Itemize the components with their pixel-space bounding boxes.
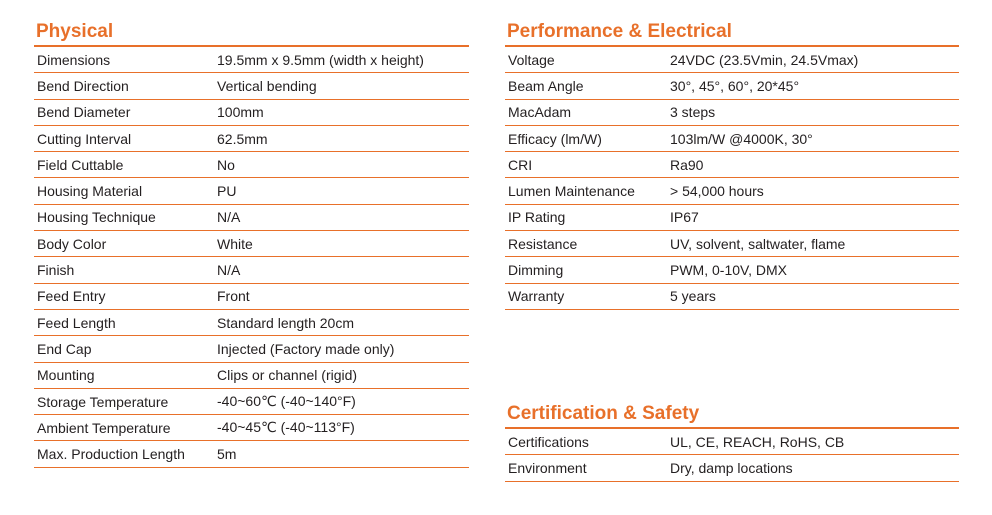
spec-row (34, 47, 469, 73)
spec-row (505, 429, 959, 455)
physical-section (34, 21, 469, 468)
spec-value: N/A (217, 209, 241, 226)
certification-title: Certification & Safety (507, 403, 700, 424)
spec-value: PU (217, 183, 237, 200)
certification-section (505, 403, 959, 482)
spec-row (505, 455, 959, 481)
spec-value: 103lm/W @4000K, 30° (670, 130, 813, 147)
spec-row (34, 257, 469, 283)
spec-label: Housing Technique (37, 209, 156, 226)
spec-value: Front (217, 288, 250, 305)
spec-row (34, 73, 469, 99)
spec-label: Warranty (508, 288, 565, 305)
spec-row (34, 441, 469, 467)
spec-label: MacAdam (508, 104, 572, 121)
spec-label: Resistance (508, 235, 578, 252)
spec-label: Voltage (508, 51, 555, 68)
spec-label: Max. Production Length (37, 446, 185, 463)
spec-label: Housing Material (37, 183, 143, 200)
spec-row (34, 363, 469, 389)
spec-label: Bend Diameter (37, 104, 131, 121)
spec-row (34, 205, 469, 231)
spec-row (34, 152, 469, 178)
spec-label: Efficacy (lm/W) (508, 130, 602, 147)
spec-value: Injected (Factory made only) (217, 340, 395, 357)
spec-value: Ra90 (670, 156, 704, 173)
spec-row (34, 389, 469, 415)
spec-label: Beam Angle (508, 77, 584, 94)
spec-row (34, 415, 469, 441)
performance-title: Performance & Electrical (507, 21, 732, 42)
spec-row (34, 231, 469, 257)
spec-label: Cutting Interval (37, 130, 132, 147)
spec-value: -40~45℃ (-40~113°F) (217, 419, 355, 436)
performance-spec-table (505, 47, 959, 310)
spec-label: Field Cuttable (37, 156, 124, 173)
physical-spec-table (34, 47, 469, 468)
spec-label: Certifications (508, 433, 589, 450)
spec-label: Feed Entry (37, 288, 106, 305)
spec-value: Dry, damp locations (670, 459, 793, 476)
spec-value: UV, solvent, saltwater, flame (670, 235, 846, 252)
spec-value: 62.5mm (217, 130, 268, 147)
spec-value: > 54,000 hours (670, 183, 764, 200)
spec-row (505, 257, 959, 283)
spec-value: 3 steps (670, 104, 716, 121)
spec-row (505, 126, 959, 152)
spec-row (34, 284, 469, 310)
spec-value: IP67 (670, 209, 699, 226)
spec-value: UL, CE, REACH, RoHS, CB (670, 433, 845, 450)
spec-value: 19.5mm x 9.5mm (width x height) (217, 51, 424, 68)
spec-row (505, 73, 959, 99)
spec-label: Storage Temperature (37, 393, 169, 410)
spec-row (34, 126, 469, 152)
spec-row (505, 152, 959, 178)
spec-label: Bend Direction (37, 77, 129, 94)
spec-row (505, 284, 959, 310)
spec-row (505, 47, 959, 73)
spec-row (34, 310, 469, 336)
spec-value: 24VDC (23.5Vmin, 24.5Vmax) (670, 51, 859, 68)
spec-row (505, 205, 959, 231)
spec-label: Finish (37, 262, 75, 279)
spec-value: No (217, 156, 235, 173)
spec-label: Dimensions (37, 51, 111, 68)
spec-row (505, 178, 959, 204)
spec-label: Ambient Temperature (37, 419, 171, 436)
spec-row (34, 100, 469, 126)
spec-value: N/A (217, 262, 241, 279)
spec-label: End Cap (37, 340, 92, 357)
spec-value: -40~60℃ (-40~140°F) (217, 393, 356, 409)
physical-title: Physical (36, 21, 114, 42)
spec-label: Lumen Maintenance (508, 183, 635, 200)
spec-value: Vertical bending (217, 77, 317, 94)
spec-label: Mounting (37, 367, 95, 384)
spec-value: PWM, 0-10V, DMX (670, 262, 787, 279)
spec-label: Environment (508, 459, 587, 476)
performance-section (505, 21, 959, 310)
spec-value: 30°, 45°, 60°, 20*45° (670, 77, 800, 94)
spec-value: 5 years (670, 288, 716, 305)
certification-spec-table (505, 429, 959, 482)
spec-label: Feed Length (37, 314, 116, 331)
spec-row (505, 100, 959, 126)
spec-value: 5m (217, 446, 237, 463)
spec-row (34, 336, 469, 362)
spec-label: IP Rating (508, 209, 566, 226)
spec-value: 100mm (217, 104, 264, 121)
spec-label: Body Color (37, 235, 107, 252)
spec-label: CRI (508, 156, 533, 173)
spec-row (505, 231, 959, 257)
spec-row (34, 178, 469, 204)
spec-value: Standard length 20cm (217, 314, 354, 331)
spec-value: Clips or channel (rigid) (217, 367, 358, 384)
spec-label: Dimming (508, 262, 564, 279)
spec-value: White (217, 235, 253, 252)
